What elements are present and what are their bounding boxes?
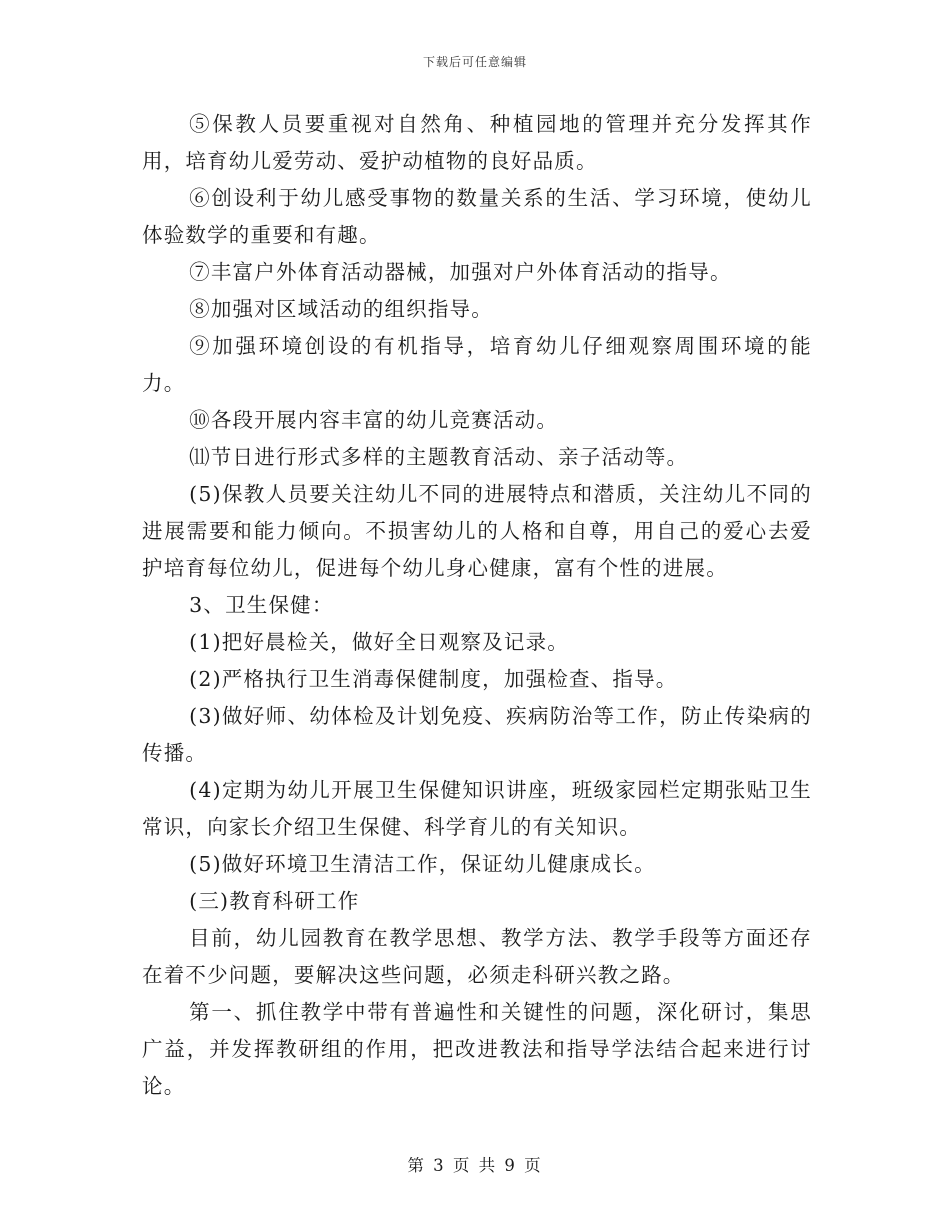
paragraph-health-2: (2)严格执行卫生消毒保健制度，加强检查、指导。 <box>189 667 678 691</box>
page-header: 下载后可任意编辑 <box>422 55 527 69</box>
section-heading-health: 3、卫生保健： <box>189 593 334 617</box>
paragraph-item-6: ⑥创设利于幼儿感受事物的数量关系的生活、学习环境，使幼儿体验数学的重要和有趣。 <box>142 186 812 247</box>
paragraph-health-3: (3)做好师、幼体检及计划免疫、疾病防治等工作，防止传染病的传播。 <box>142 704 812 765</box>
paragraph-item-5: ⑤保教人员要重视对自然角、种植园地的管理并充分发挥其作用，培育幼儿爱劳动、爱护动植物的良好品质。 <box>142 112 812 173</box>
paragraph-health-4: (4)定期为幼儿开展卫生保健知识讲座，班级家园栏定期张贴卫生常识，向家长介绍卫生保健、科学育儿的有关知识。 <box>142 778 812 839</box>
paragraph-research-intro: 目前，幼儿园教育在教学思想、教学方法、教学手段等方面还存在着不少问题，要解决这些问题，必须走科研兴教之路。 <box>142 926 812 987</box>
paragraph-staff-care: (5)保教人员要关注幼儿不同的进展特点和潜质，关注幼儿不同的进展需要和能力倾向。不损害幼儿的人格和自尊，用自己的爱心去爱护培育每位幼儿，促进每个幼儿身心健康，富有个性的进展。 <box>142 482 812 580</box>
paragraph-health-5: (5)做好环境卫生清洁工作，保证幼儿健康成长。 <box>189 852 656 876</box>
paragraph-item-8: ⑧加强对区域活动的组织指导。 <box>189 297 493 321</box>
paragraph-item-7: ⑦丰富户外体育活动器械，加强对户外体育活动的指导。 <box>189 260 732 284</box>
paragraph-item-9: ⑨加强环境创设的有机指导，培育幼儿仔细观察周围环境的能力。 <box>142 334 812 395</box>
document-body <box>142 106 812 1105</box>
page-footer: 第 3 页 共 9 页 <box>407 1156 543 1175</box>
section-heading-research: (三)教育科研工作 <box>189 889 360 913</box>
paragraph-health-1: (1)把好晨检关，做好全日观察及记录。 <box>189 630 569 654</box>
paragraph-research-first: 第一、抓住教学中带有普遍性和关键性的问题，深化研讨，集思广益，并发挥教研组的作用，把改进教法和指导学法结合起来进行讨论。 <box>142 1000 812 1098</box>
paragraph-item-11: ⑾节日进行形式多样的主题教育活动、亲子活动等。 <box>189 445 689 469</box>
paragraph-item-10: ⑩各段开展内容丰富的幼儿竞赛活动。 <box>189 408 559 432</box>
